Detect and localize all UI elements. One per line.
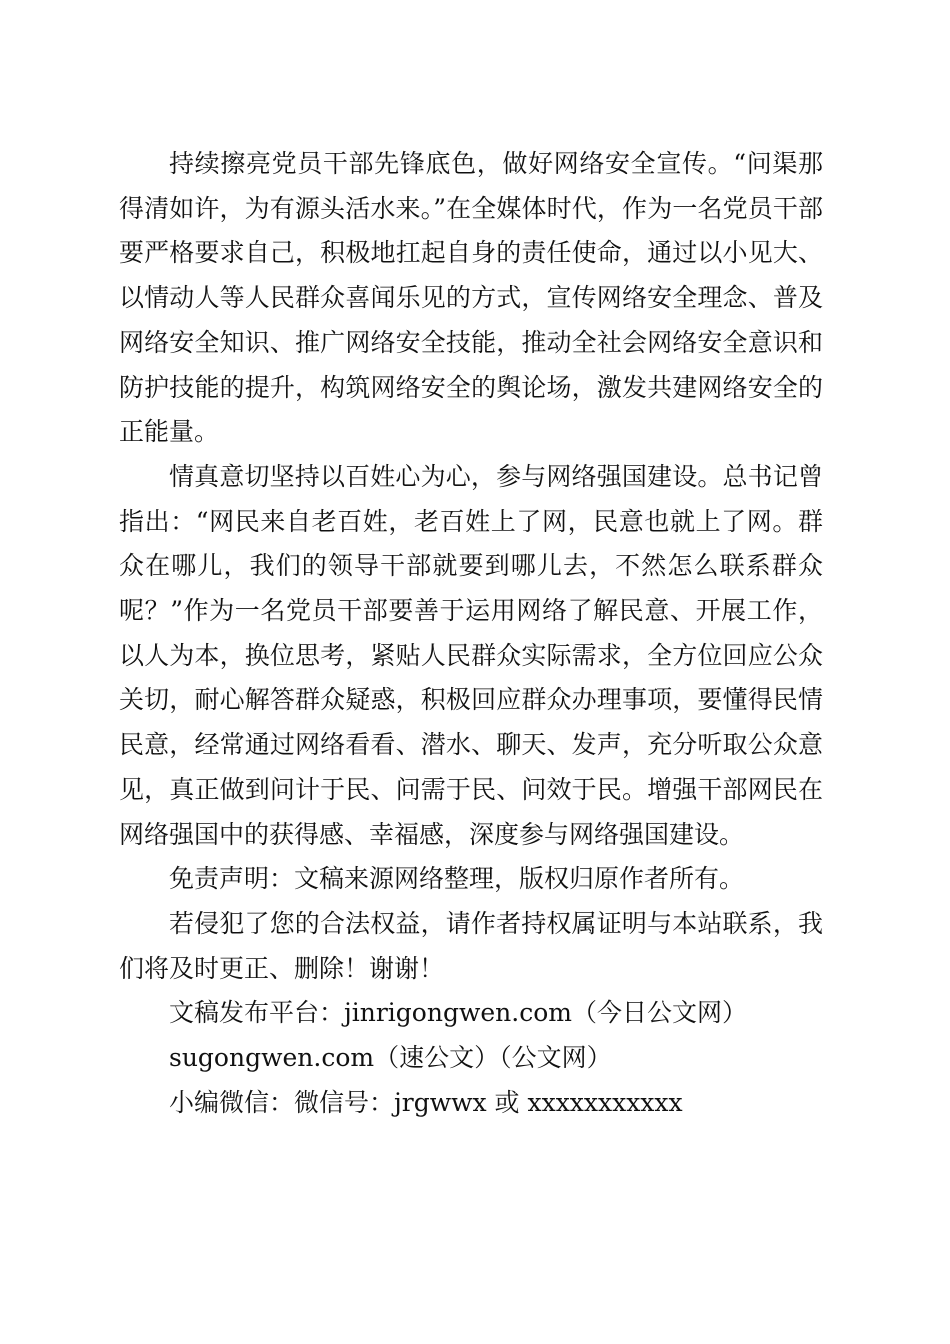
paragraph-network-security-publicity: 持续擦亮党员干部先锋底色，做好网络安全宣传。“问渠那得清如许，为有源头活水来。”在全媒体时代，作为一名党员干部要严格要求自己，积极地扛起自身的责任使命，通过以小见大、以情动人等人民群众喜闻乐见的方式，宣传网络安全理念、普及网络安全知识、推广网络安全技能，推动全社会网络安全意识和防护技能的提升，构筑网络安全的舆论场，激发共建网络安全的正能量。 [119,149,823,447]
wechat-line: 小编微信：微信号：jrgwwx 或 xxxxxxxxxxx [169,1087,683,1117]
paragraph-network-power-construction: 情真意切坚持以百姓心为心，参与网络强国建设。总书记曾指出：“网民来自老百姓，老百姓上了网，民意也就上了网。群众在哪儿，我们的领导干部就要到哪儿去，不然怎么联系群众呢？”作为一名党员干部要善于运用网络了解民意、开展工作，以人为本，换位思考，紧贴人民群众实际需求，全方位回应公众关切，耐心解答群众疑惑，积极回应群众办理事项，要懂得民情民意，经常通过网络看看、潜水、聊天、发声，充分听取公众意见，真正做到问计于民、问需于民、问效于民。增强干部网民在网络强国中的获得感、幸福感，深度参与网络强国建设。 [119,461,823,849]
disclaimer-line-2: 若侵犯了您的合法权益，请作者持权属证明与本站联系，我们将及时更正、删除！谢谢！ [119,908,823,983]
document-body [119,142,823,1125]
publish-platform-line: 文稿发布平台：jinrigongwen.com（今日公文网） [169,998,747,1028]
disclaimer-line-1: 免责声明：文稿来源网络整理，版权归原作者所有。 [169,864,745,894]
site-line: sugongwen.com（速公文）（公文网） [169,1043,612,1073]
